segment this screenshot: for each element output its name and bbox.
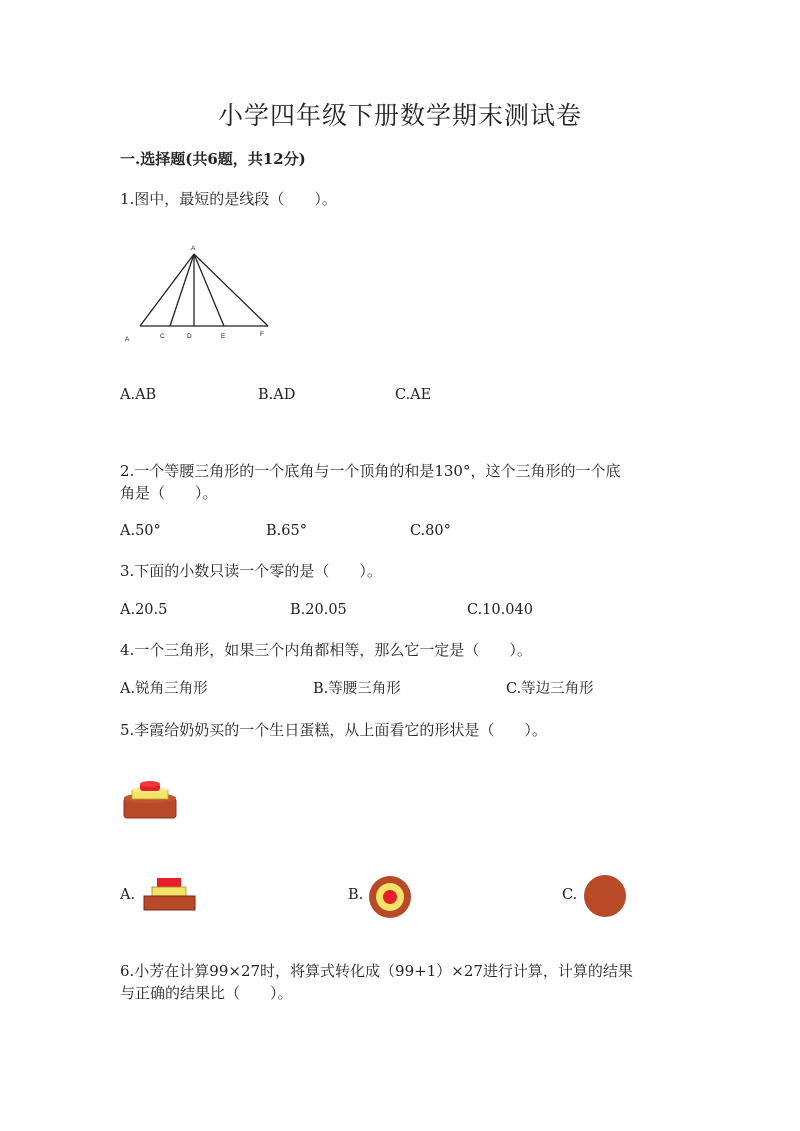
question-3-text: 3.下面的小数只读一个零的是（ ）。 bbox=[120, 562, 382, 580]
segment-ag bbox=[194, 254, 268, 326]
q3-option-c[interactable]: C.10.040 bbox=[467, 602, 533, 618]
q2-option-c[interactable]: C.80° bbox=[410, 523, 451, 539]
q4-option-a[interactable]: A.锐角三角形 bbox=[120, 681, 208, 697]
q2-option-b[interactable]: B.65° bbox=[266, 523, 307, 539]
q4-option-c[interactable]: C.等边三角形 bbox=[506, 681, 594, 697]
question-6-line2: 与正确的结果比（ ）。 bbox=[120, 984, 293, 1002]
solid-circle-shape bbox=[583, 874, 627, 918]
label-base-3: D bbox=[187, 333, 192, 340]
page-title: 小学四年级下册数学期末测试卷 bbox=[217, 101, 582, 130]
label-base-4: E bbox=[221, 333, 226, 340]
label-base-1: A bbox=[125, 336, 130, 343]
q3-option-b[interactable]: B.20.05 bbox=[290, 602, 347, 618]
q1-option-a[interactable]: A.AB bbox=[120, 387, 157, 403]
q1-option-c[interactable]: C.AE bbox=[395, 387, 432, 403]
concentric-circles-shape bbox=[368, 875, 412, 919]
question-5-text: 5.李霞给奶奶买的一个生日蛋糕，从上面看它的形状是（ ）。 bbox=[120, 721, 547, 739]
segment-af bbox=[194, 254, 224, 326]
q5-option-b[interactable]: B. bbox=[348, 887, 364, 903]
label-apex: A bbox=[191, 245, 196, 252]
segment-ac bbox=[140, 254, 194, 326]
q5-option-a[interactable]: A. bbox=[120, 887, 136, 903]
q1-option-b[interactable]: B.AD bbox=[258, 387, 296, 403]
question-1-text: 1.图中，最短的是线段（ ）。 bbox=[120, 190, 337, 208]
question-6-line1: 6.小芳在计算99×27时，将算式转化成（99+1）×27进行计算，计算的结果 bbox=[120, 962, 633, 980]
cake-side-view-shape bbox=[143, 877, 197, 913]
question-4-text: 4.一个三角形，如果三个内角都相等，那么它一定是（ ）。 bbox=[120, 641, 532, 659]
section-heading: 一.选择题(共6题，共12分) bbox=[120, 150, 306, 168]
triangle-figure bbox=[120, 244, 280, 344]
label-base-2: C bbox=[160, 333, 165, 340]
q2-option-a[interactable]: A.50° bbox=[120, 523, 161, 539]
segment-ad bbox=[170, 254, 194, 326]
cake-picture bbox=[124, 780, 184, 820]
q4-option-b[interactable]: B.等腰三角形 bbox=[313, 681, 401, 697]
q3-option-a[interactable]: A.20.5 bbox=[120, 602, 168, 618]
question-2-line2: 角是（ ）。 bbox=[120, 484, 218, 502]
label-base-5: F bbox=[260, 331, 264, 338]
q5-option-c[interactable]: C. bbox=[562, 887, 578, 903]
question-2-line1: 2.一个等腰三角形的一个底角与一个顶角的和是130°，这个三角形的一个底 bbox=[120, 462, 621, 480]
